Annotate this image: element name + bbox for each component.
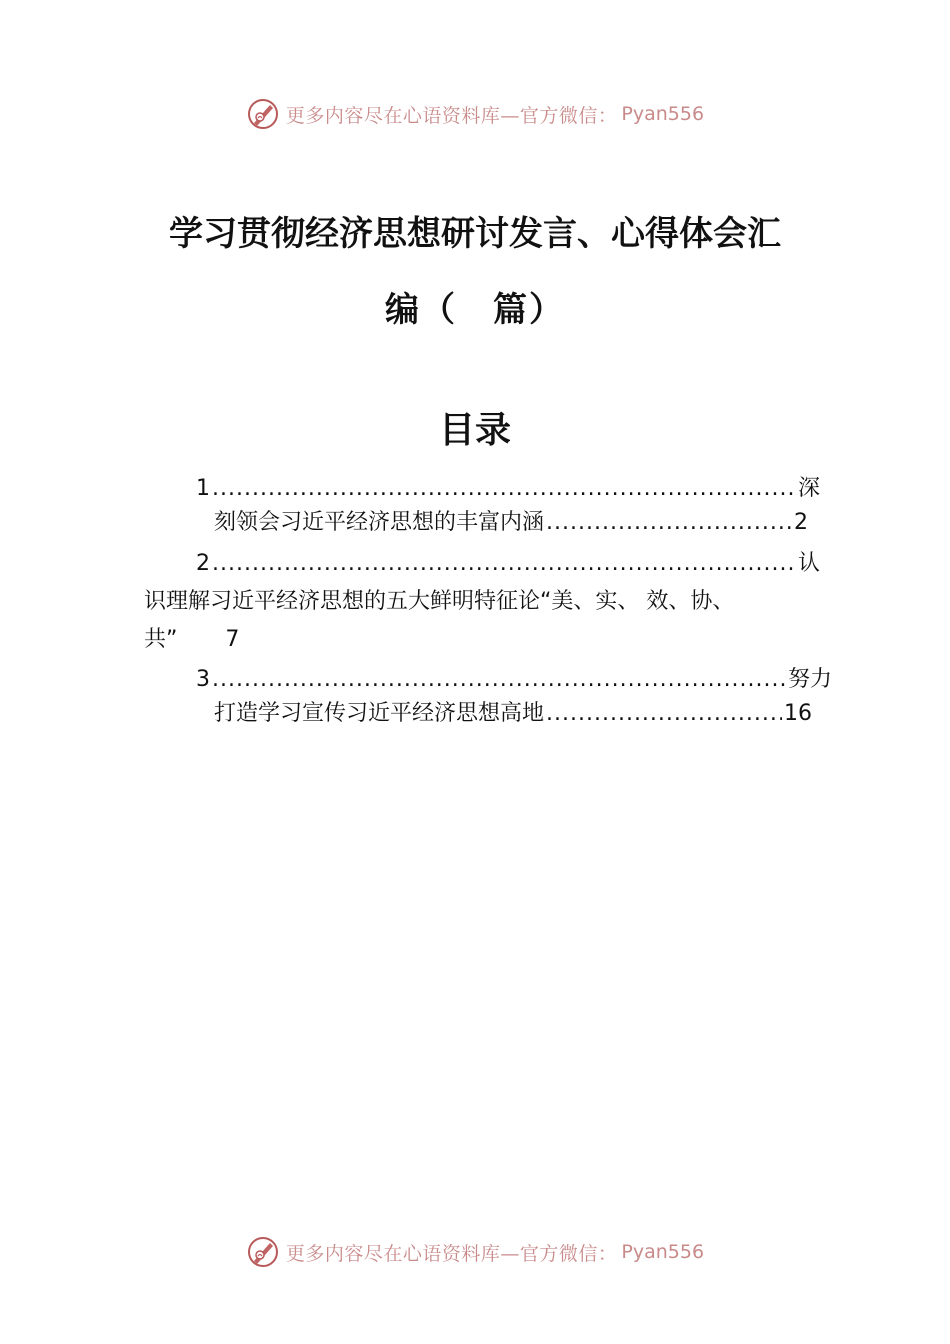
toc-entry-title: 共”	[144, 627, 178, 652]
toc-leader-dots	[212, 474, 796, 504]
toc-entry-title-start: 认	[797, 551, 820, 576]
toc-entry-page: 2	[794, 510, 808, 535]
toc-entry-number: 3	[196, 667, 210, 692]
pen-logo-icon	[246, 1235, 280, 1269]
document-title-line-2: 编（ 篇）	[385, 290, 565, 330]
toc-entry-2-title[interactable]: 识理解习近平经济思想的五大鲜明特征论“美、实、 效、协、	[144, 589, 735, 614]
toc-entry-number: 2	[196, 551, 210, 576]
toc-entry-2-title-end[interactable]	[144, 625, 239, 655]
toc-entry-3-first-line[interactable]	[196, 665, 832, 695]
toc-heading: 目录	[438, 409, 511, 451]
document-title-line-1: 学习贯彻经济思想研讨发言、心得体会汇	[169, 214, 781, 254]
toc-entry-title-start: 深	[797, 476, 820, 501]
watermark-wechat-id: Pyan556	[621, 1241, 705, 1263]
watermark-wechat-id: Pyan556	[621, 103, 705, 125]
toc-entry-2-first-line[interactable]	[196, 549, 820, 579]
toc-leader-dots	[212, 665, 786, 695]
toc-leader-dots	[212, 549, 796, 579]
toc-entry-page: 16	[784, 701, 812, 726]
toc-leader-dots	[546, 699, 782, 729]
header-watermark	[0, 94, 950, 134]
toc-entry-title-start: 努力	[787, 667, 832, 692]
toc-entry-1-second-line[interactable]	[214, 508, 808, 538]
toc-entry-number: 1	[196, 476, 210, 501]
watermark-text: 更多内容尽在心语资料库—官方微信：	[285, 104, 618, 127]
watermark-text: 更多内容尽在心语资料库—官方微信：	[285, 1242, 618, 1265]
toc-leader-dots	[546, 508, 792, 538]
toc-entry-1-first-line[interactable]	[196, 474, 820, 504]
toc-entry-title: 打造学习宣传习近平经济思想高地	[214, 701, 545, 726]
toc-entry-3-second-line[interactable]	[214, 699, 812, 729]
footer-watermark	[0, 1232, 950, 1272]
pen-logo-icon	[246, 97, 280, 131]
toc-entry-title: 刻领会习近平经济思想的丰富内涵	[214, 510, 545, 535]
toc-entry-page: 7	[225, 627, 240, 652]
